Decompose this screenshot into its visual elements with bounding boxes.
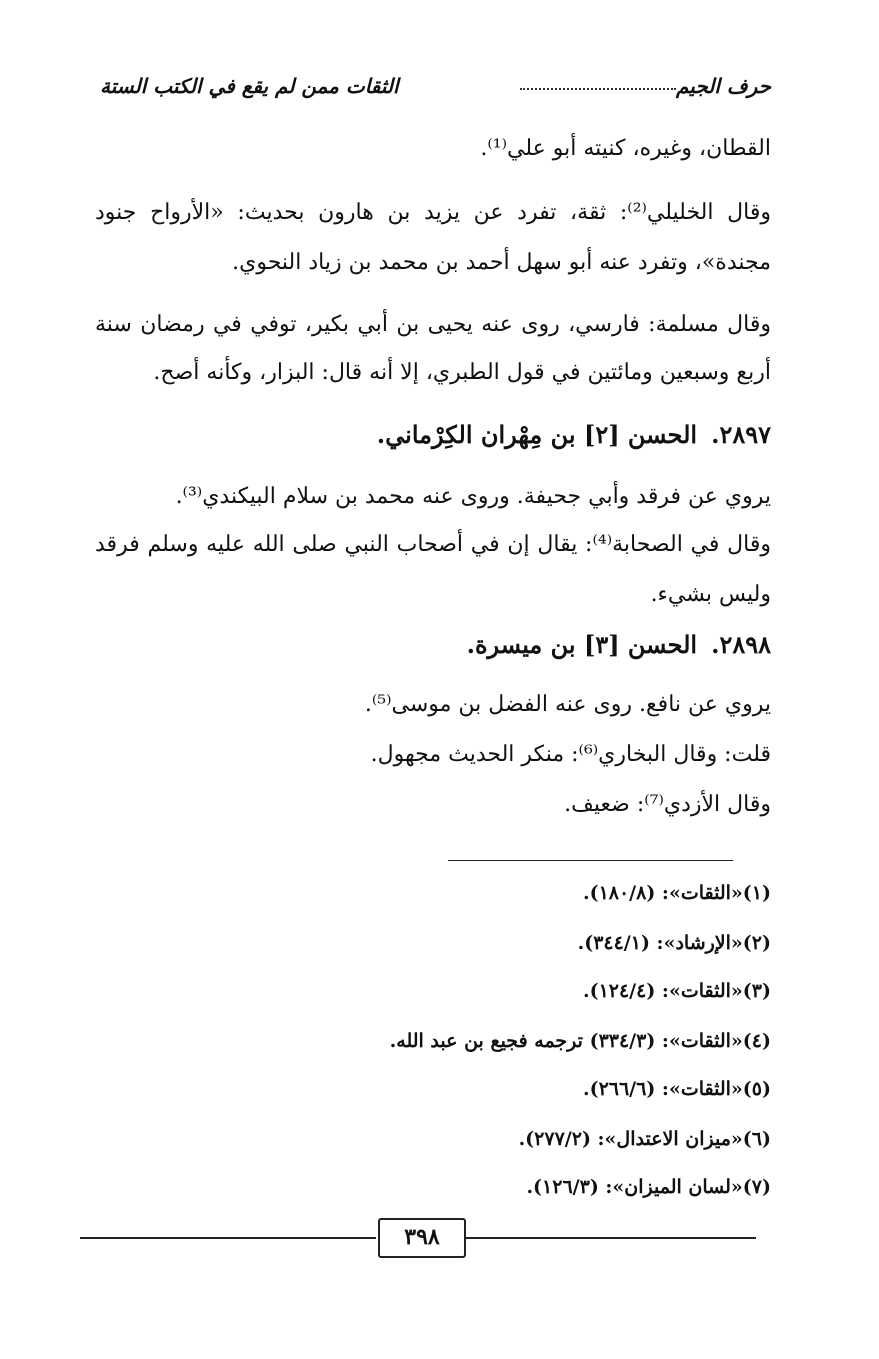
book-title: الثقات ممن لم يقع في الكتب الستة — [100, 74, 399, 98]
entry-name: الحسن [٣] بن ميسرة. — [466, 630, 698, 659]
entry-heading — [95, 418, 771, 452]
paragraph-line: مجندة»، وتفرد عنه أبو سهل أحمد بن محمد بن زياد النحوي. — [232, 250, 771, 275]
header-dot-leader — [520, 88, 676, 90]
entry-number: ٢٨٩٧. — [711, 420, 771, 449]
entry-number: ٢٨٩٨. — [711, 630, 771, 659]
footnote: (٢)«الإرشاد»: (٣٤٤/١). — [577, 932, 771, 954]
paragraph-line: يروي عن نافع. روى عنه الفضل بن موسى⁽⁵⁾. — [364, 692, 771, 717]
footnote: (٦)«ميزان الاعتدال»: (٢٧٧/٢). — [518, 1128, 771, 1150]
running-header — [100, 70, 771, 106]
paragraph-line: يروي عن فرقد وأبي جحيفة. وروى عنه محمد بن سلام البيكندي⁽³⁾. — [175, 484, 771, 509]
paragraph-line: وقال مسلمة: فارسي، روى عنه يحيى بن أبي بكير، توفي في رمضان سنة — [95, 312, 771, 337]
footnote: (٣)«الثقات»: (١٢٤/٤). — [582, 980, 771, 1002]
footnote: (٤)«الثقات»: (٣٣٤/٣) ترجمه فجيع بن عبد الله. — [389, 1030, 771, 1052]
paragraph-line: وقال في الصحابة⁽⁴⁾: يقال إن في أصحاب النبي صلى الله عليه وسلم فرقد — [95, 532, 771, 557]
paragraph-line: وقال الخليلي⁽²⁾: ثقة، تفرد عن يزيد بن هارون بحديث: «الأرواح جنود — [95, 200, 771, 225]
footer-rule — [464, 1237, 756, 1239]
footnote: (٥)«الثقات»: (٢٦٦/٦). — [582, 1078, 771, 1100]
paragraph-line: القطان، وغيره، كنيته أبو علي⁽¹⁾. — [480, 136, 771, 161]
entry-name: الحسن [٢] بن مِهْران الكِرْماني. — [376, 420, 698, 449]
footnote-separator — [448, 860, 733, 861]
paragraph-line: وليس بشيء. — [650, 582, 771, 607]
paragraph-line: وقال الأزدي⁽⁷⁾: ضعيف. — [564, 792, 771, 817]
paragraph-line: قلت: وقال البخاري⁽⁶⁾: منكر الحديث مجهول. — [370, 742, 771, 767]
entry-heading — [95, 628, 771, 662]
footnote: (٧)«لسان الميزان»: (١٢٦/٣). — [526, 1176, 771, 1198]
footer-rule — [80, 1237, 376, 1239]
chapter-title: حرف الجيم — [676, 74, 771, 98]
page-number: ٣٩٨ — [378, 1218, 466, 1258]
footnote: (١)«الثقات»: (١٨٠/٨). — [582, 882, 771, 904]
paragraph-line: أربع وسبعين ومائتين في قول الطبري، إلا أنه قال: البزار، وكأنه أصح. — [153, 360, 771, 385]
